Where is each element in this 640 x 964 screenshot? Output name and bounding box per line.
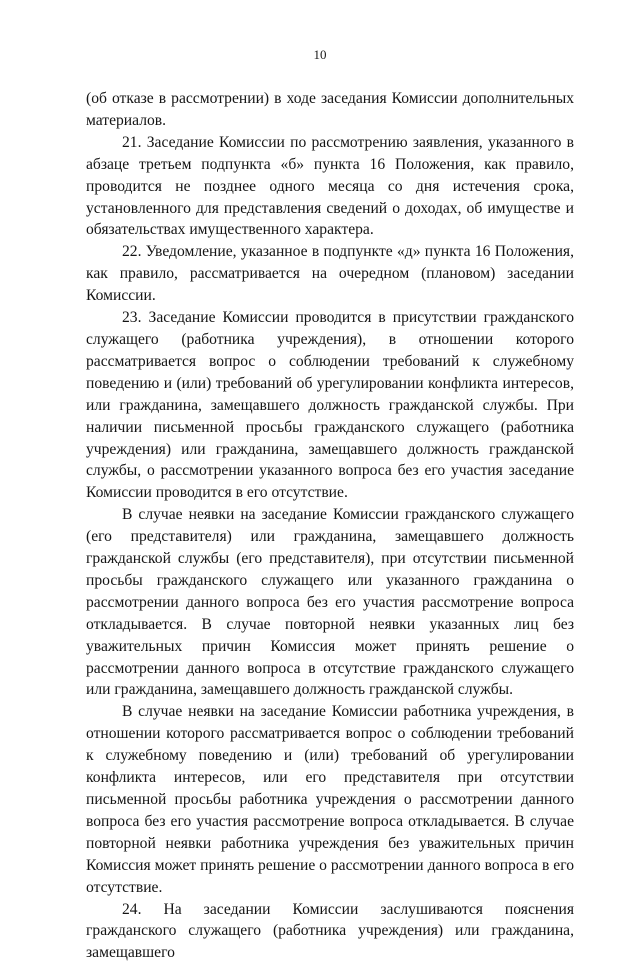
paragraph-23-absence-employee: В случае неявки на заседание Комиссии работника учреждения, в отношении которого рассматривается вопрос о соблюдении требований к служебному поведению и (или) требований об урегулировании конфликта интересов, или его представителя при отсутствии письменной просьбы работника учреждения о рассмотрении данного вопроса без его участия рассмотрение вопроса откладывается. В случае повторной неявки работника учреждения без уважительных причин Комиссия может принять решение о рассмотрении данного вопроса в его отсутствие. — [86, 703, 574, 896]
paragraph-21: 21. Заседание Комиссии по рассмотрению заявления, указанного в абзаце третьем подпункта «б» пункта 16 Положения, как правило, проводится не позднее одного месяца со дня истечения срока, установленного для представления сведений о доходах, об имуществе и обязательствах имущественного характера. — [86, 133, 574, 239]
paragraph-23-absence-civil-servant: В случае неявки на заседание Комиссии гражданского служащего (его представителя) или гражданина, замещавшего должность гражданской службы (его представителя), при отсутствии письменной просьбы гражданского служащего или указанного гражданина о рассмотрении данного вопроса без его участия рассмотрение вопроса откладывается. В случае повторной неявки указанных лиц без уважительных причин Комиссия может принять решение о рассмотрении данного вопроса в отсутствие гражданского служащего или гражданина, замещавшего должность гражданской службы. — [86, 506, 574, 699]
paragraph-23: 23. Заседание Комиссии проводится в присутствии гражданского служащего (работника учреждения), в отношении которого рассматривается вопрос о соблюдении требований к служебному поведению и (или) требований об урегулировании конфликта интересов, или гражданина, замещавшего должность гражданской службы. При наличии письменной просьбы гражданского служащего (работника учреждения) или гражданина, замещавшего должность гражданской службы, о рассмотрении указанного вопроса без его участия заседание Комиссии проводится в его отсутствие. — [86, 309, 574, 502]
paragraph-22: 22. Уведомление, указанное в подпункте «д» пункта 16 Положения, как правило, рассматривается на очередном (плановом) заседании Комиссии. — [86, 243, 574, 305]
page-number: 10 — [313, 47, 327, 62]
paragraph-24: 24. На заседании Комиссии заслушиваются пояснения гражданского служащего (работника учреждения) или гражданина, замещавшего — [86, 900, 574, 962]
document-body — [86, 88, 574, 964]
paragraph-continuation: (об отказе в рассмотрении) в ходе заседания Комиссии дополнительных материалов. — [86, 90, 574, 129]
